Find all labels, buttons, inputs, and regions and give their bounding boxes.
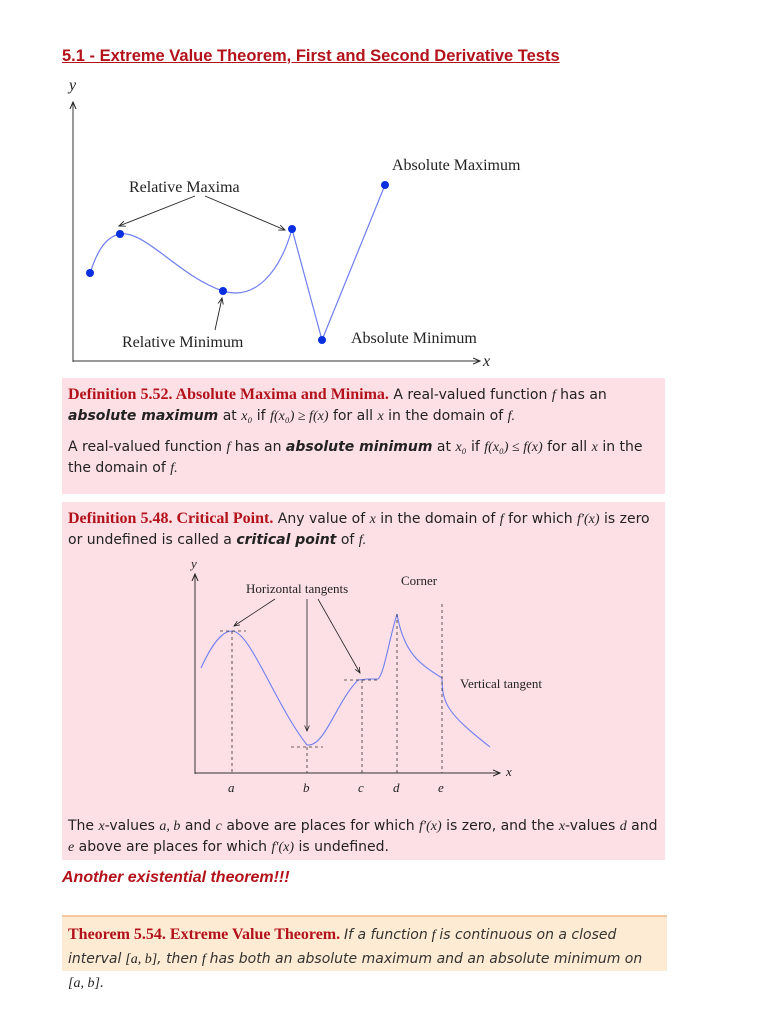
theorem-heading: Theorem 5.54. Extreme Value Theorem. xyxy=(68,926,341,943)
y-axis-label: y xyxy=(69,77,77,94)
tick-label-a: a xyxy=(228,780,235,795)
definition-paragraph: A real-valued function f has an absolute minimum at x₀ if f(x₀) ≤ f(x) for all x in the the domain of f. xyxy=(68,439,643,476)
function-curve xyxy=(201,614,490,747)
definition-heading: Definition 5.48. Critical Point. xyxy=(68,510,274,527)
relative-max-dot xyxy=(116,230,124,238)
horizontal-tangents-arrow xyxy=(234,599,275,626)
definition-heading: Definition 5.52. Absolute Maxima and Minima. xyxy=(68,386,389,403)
term-absolute-maximum: absolute maximum xyxy=(68,408,219,424)
critical-point-note: The x-values a, b and c above are places for which f′(x) is zero, and the x-values d and e above are places for which f′(x) is undefined. xyxy=(68,818,658,855)
extrema-figure xyxy=(55,72,555,372)
corner-label: Corner xyxy=(401,573,438,588)
definition-critical-point xyxy=(62,502,665,860)
function-curve xyxy=(90,185,385,340)
theorem-extreme-value: Theorem 5.54. Extreme Value Theorem. If a function f is continuous on a closed interval [a, b], then f has both an absolute maximum and an absolute minimum on [a, b]. xyxy=(62,915,667,971)
tick-label-b: b xyxy=(303,780,310,795)
x-axis-label: x xyxy=(506,764,512,779)
relative-min-dot xyxy=(219,287,227,295)
absolute-max-dot xyxy=(381,181,389,189)
absolute-minimum-label: Absolute Minimum xyxy=(351,330,477,347)
relative-maxima-arrow xyxy=(205,196,285,230)
absolute-min-dot xyxy=(318,336,326,344)
horizontal-tangents-label: Horizontal tangents xyxy=(246,581,349,596)
x-axis-label: x xyxy=(483,353,491,370)
relative-max-dot xyxy=(288,225,296,233)
page-title: 5.1 - Extreme Value Theorem, First and Second Derivative Tests xyxy=(62,47,560,65)
horizontal-tangents-arrow xyxy=(318,599,360,673)
relative-maxima-arrow xyxy=(119,196,195,226)
absolute-maximum-label: Absolute Maximum xyxy=(392,157,521,174)
tick-label-e: e xyxy=(438,780,444,795)
tick-label-c: c xyxy=(358,780,364,795)
definition-paragraph: Definition 5.48. Critical Point. Any value of x in the domain of f for which f′(x) is zero or undefined is called a critical point of f. xyxy=(68,510,650,548)
critical-point-figure xyxy=(180,554,600,804)
endpoint-dot xyxy=(86,269,94,277)
term-critical-point: critical point xyxy=(236,532,337,548)
section-remark: Another existential theorem!!! xyxy=(62,869,290,886)
tick-label-d: d xyxy=(393,780,400,795)
y-axis-label: y xyxy=(191,556,197,571)
definition-absolute-extrema xyxy=(62,378,665,494)
relative-maxima-label: Relative Maxima xyxy=(129,179,240,196)
vertical-tangent-label: Vertical tangent xyxy=(460,676,542,691)
relative-minimum-arrow xyxy=(215,298,222,330)
relative-minimum-label: Relative Minimum xyxy=(122,334,244,351)
definition-paragraph: Definition 5.52. Absolute Maxima and Minima. A real-valued function f has an absolute maximum at x₀ if f(x₀) ≥ f(x) for all x in the domain of f. xyxy=(68,386,607,424)
term-absolute-minimum: absolute minimum xyxy=(285,439,433,455)
